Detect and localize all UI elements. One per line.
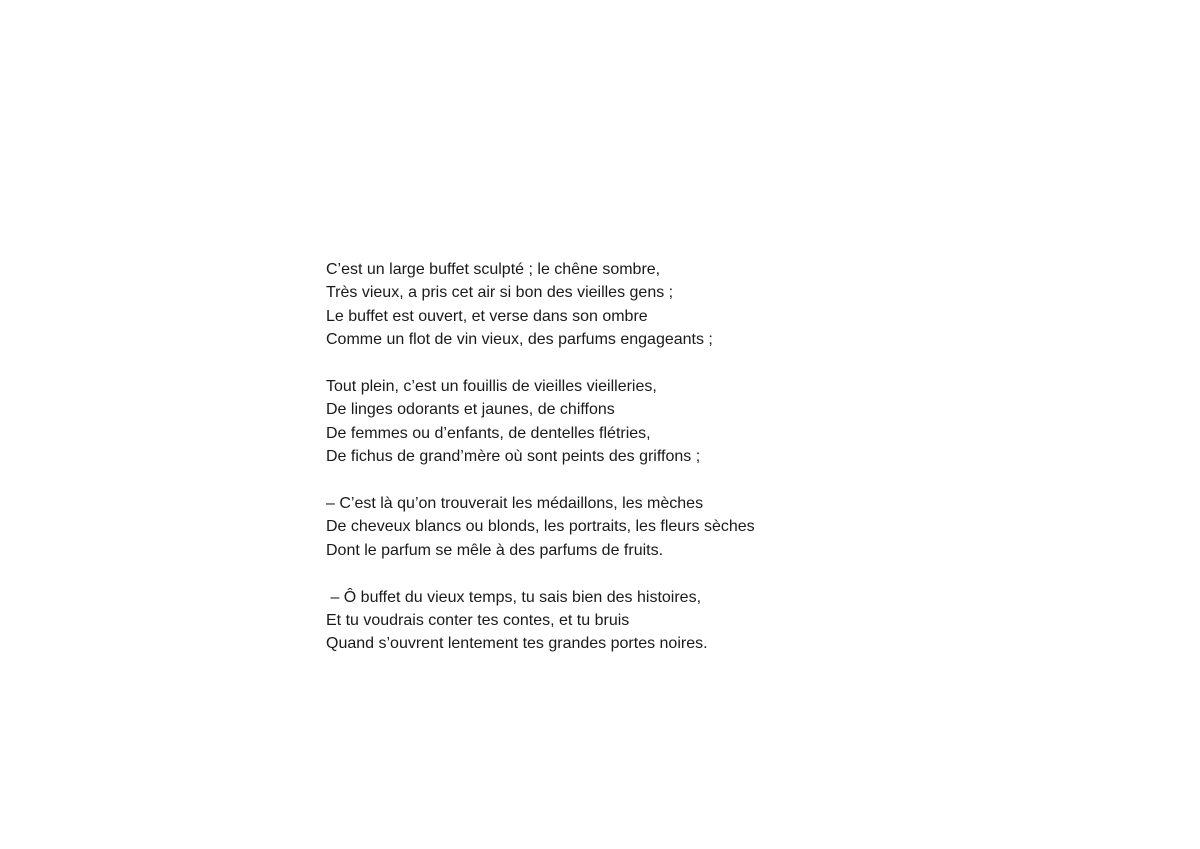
stanza-3 bbox=[326, 492, 755, 562]
poem-line: De linges odorants et jaunes, de chiffons bbox=[326, 401, 615, 419]
poem-line: Comme un flot de vin vieux, des parfums engageants ; bbox=[326, 331, 713, 349]
poem-line: Quand s’ouvrent lentement tes grandes portes noires. bbox=[326, 635, 708, 653]
stanza-1 bbox=[326, 258, 755, 352]
stanza-4 bbox=[326, 586, 755, 656]
poem-line: De cheveux blancs ou blonds, les portraits, les fleurs sèches bbox=[326, 518, 755, 536]
poem-text bbox=[326, 258, 755, 656]
poem-line: De femmes ou d’enfants, de dentelles flétries, bbox=[326, 424, 651, 442]
poem-line: Très vieux, a pris cet air si bon des vieilles gens ; bbox=[326, 284, 674, 302]
poem-line: De fichus de grand’mère où sont peints des griffons ; bbox=[326, 448, 701, 466]
poem-line: Tout plein, c’est un fouillis de vieilles vieilleries, bbox=[326, 378, 657, 396]
poem-line: – Ô buffet du vieux temps, tu sais bien des histoires, bbox=[326, 588, 702, 606]
poem-line: C’est un large buffet sculpté ; le chêne sombre, bbox=[326, 261, 661, 278]
poem-line: Dont le parfum se mêle à des parfums de fruits. bbox=[326, 541, 664, 559]
stanza-2 bbox=[326, 375, 755, 469]
poem-line: Le buffet est ouvert, et verse dans son ombre bbox=[326, 307, 648, 325]
poem-line: Et tu voudrais conter tes contes, et tu bruis bbox=[326, 612, 630, 630]
poem-line: – C’est là qu’on trouverait les médaillons, les mèches bbox=[326, 495, 704, 513]
